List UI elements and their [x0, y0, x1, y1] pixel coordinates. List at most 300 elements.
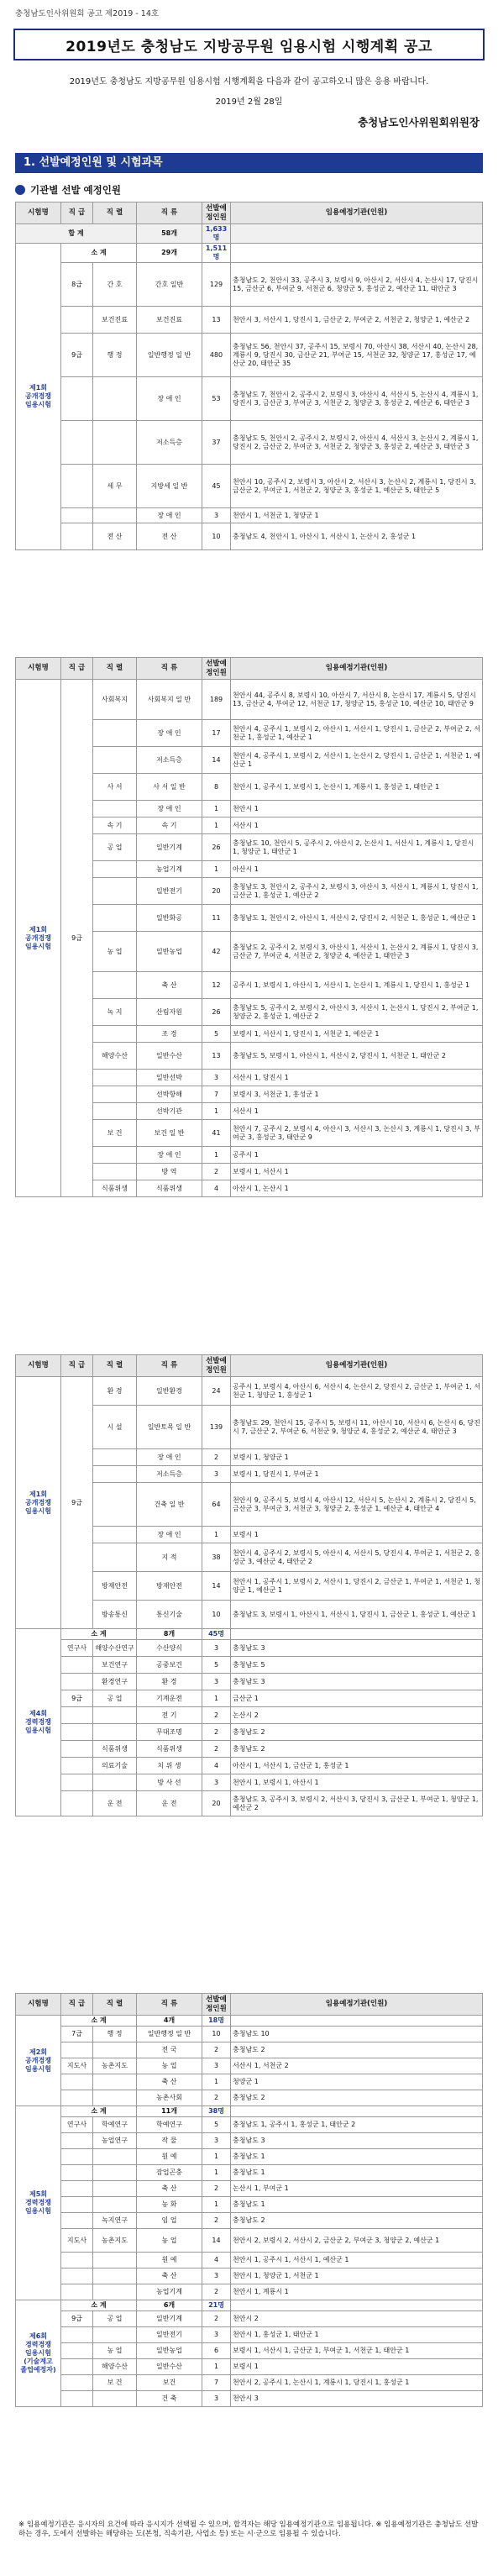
series-cell	[93, 2165, 137, 2181]
col-class: 직 류	[137, 202, 202, 224]
region-cell: 충청남도 2, 천안시 33, 공주시 3, 보령시 9, 아산시 2, 서산시 4, 논산시 17, 당진시 15, 금산군 6, 부여군 9, 서천군 6, 청양군 5, 홍성군 2, 예산군 11, 태안군 3	[231, 263, 483, 307]
count-cell: 26	[202, 999, 231, 1026]
count-cell: 2	[202, 2284, 231, 2300]
grade-cell: 지도사	[61, 2229, 93, 2253]
count-cell: 26	[202, 834, 231, 861]
subtotal-label: 소 계	[61, 2106, 137, 2117]
region-cell: 공주시 1	[231, 1147, 483, 1164]
grade-cell	[61, 2375, 93, 2391]
grade-cell	[61, 421, 93, 465]
table-row	[16, 1774, 483, 1791]
region-cell: 충청남도 1	[231, 2149, 483, 2165]
table-row	[16, 1690, 483, 1707]
class-cell: 축 산	[137, 972, 202, 999]
region-cell: 충청남도 3	[231, 2133, 483, 2149]
intro-text: 2019년도 충청남도 지방공무원 임용시험 시행계획을 다음과 같이 공고하오니 많은 응용 바랍니다.	[69, 77, 429, 87]
col-count: 선발예정인원	[202, 1355, 231, 1377]
grade-cell: 9급	[61, 1690, 93, 1707]
grade-cell	[61, 2343, 93, 2359]
col-region: 임용예정기관(인원)	[231, 1355, 483, 1377]
series-cell: 세 무	[93, 465, 137, 508]
table-row	[16, 2042, 483, 2058]
series-cell: 공 업	[93, 1690, 137, 1707]
series-cell	[93, 747, 137, 774]
region-cell: 충청남도 5, 천안시 2, 공주시 2, 보령시 2, 아산시 4, 서산시 3, 논산시 2, 계룡시 1, 당진시 2, 금산군 2, 부여군 3, 서천군 2, 청양군 3, 홍성군 2, 예산군 3, 태안군 3	[231, 421, 483, 465]
series-cell: 행 정	[93, 2027, 137, 2042]
class-cell: 전 산	[137, 523, 202, 550]
grade-cell: 9급	[61, 1377, 93, 1629]
table-row	[16, 1657, 483, 1674]
count-cell: 5	[202, 1026, 231, 1043]
series-cell	[93, 1449, 137, 1466]
series-cell	[93, 1147, 137, 1164]
series-cell: 전 산	[93, 523, 137, 550]
subsection-label: 기관별 선발 예정인원	[30, 184, 121, 196]
series-cell	[93, 2197, 137, 2213]
grade-cell	[61, 1758, 93, 1774]
count-cell: 13	[202, 307, 231, 334]
region-cell: 천안시 4, 공주시 1, 보령시 2, 아산시 1, 서산시 1, 당진시 1, 금산군 2, 부여군 2, 서천군 1, 홍성군 1, 예산군 1	[231, 720, 483, 747]
series-cell	[93, 861, 137, 878]
class-cell: 일반행정 일 반	[137, 2027, 202, 2042]
class-cell: 식품위생	[137, 1741, 202, 1758]
subtotal-row	[16, 2106, 483, 2117]
subtotal-count: 45명	[202, 1629, 231, 1640]
section-heading: 1. 선발예정인원 및 시험과목	[15, 153, 483, 173]
region-cell: 충청남도 2, 공주시 2, 보령시 3, 아산시 1, 서산시 1, 논산시 2, 계룡시 1, 당진시 3, 금산군 7, 부여군 4, 서천군 2, 청양군 4, 예산군 1, 태안군 3	[231, 932, 483, 972]
table-row	[16, 465, 483, 508]
count-cell: 4	[202, 2253, 231, 2268]
region-cell: 아산시 1, 논산시 1	[231, 1180, 483, 1197]
exam-name: 제6회 경력경쟁 임용시험 (기술계고 졸업예정자)	[16, 2300, 61, 2407]
table-row	[16, 1758, 483, 1774]
count-cell: 7	[202, 2375, 231, 2391]
series-cell: 행 정	[93, 334, 137, 377]
title-box	[13, 29, 485, 60]
col-exam: 시험명	[16, 1994, 61, 2016]
class-cell: 작 물	[137, 2133, 202, 2149]
col-grade: 직 급	[61, 1355, 93, 1377]
grade-cell: 9급	[61, 2311, 93, 2327]
subtotal-count: 1,511명	[202, 244, 231, 263]
region-cell: 천안시 9, 공주시 5, 보령시 4, 아산시 12, 서산시 5, 논산시 2, 계룡시 2, 당진시 5, 금산군 3, 부여군 3, 서천군 3, 청양군 2, 홍성군 1, 예산군 4, 태안군 4	[231, 1483, 483, 1527]
table-row	[16, 2359, 483, 2375]
region-cell: 충청남도 7, 천안시 2, 공주시 2, 보령시 3, 아산시 4, 서산시 5, 논산시 4, 계룡시 1, 당진시 3, 금산군 3, 부여군 3, 서천군 2, 청양군 3, 홍성군 2, 예산군 6, 태안군 3	[231, 377, 483, 421]
table-row	[16, 2027, 483, 2042]
subtotal-region	[231, 1629, 483, 1640]
series-cell	[93, 2074, 137, 2090]
count-cell: 189	[202, 680, 231, 720]
grade-cell	[61, 1657, 93, 1674]
count-cell: 24	[202, 1377, 231, 1406]
class-cell: 농 화	[137, 2197, 202, 2213]
region-cell: 천안시 3, 서산시 1, 당진시 1, 금산군 2, 부여군 2, 서천군 2, 청양군 1, 예산군 2	[231, 307, 483, 334]
table-row	[16, 2181, 483, 2197]
subtotal-row	[16, 2016, 483, 2027]
region-cell: 천안시 1, 홍성군 1, 태안군 1	[231, 2327, 483, 2343]
exam-name: 제1회 공개경쟁 임용시험	[16, 1377, 61, 1629]
subtotal-region	[231, 2300, 483, 2311]
count-cell: 2	[202, 1164, 231, 1180]
count-cell: 3	[202, 1640, 231, 1657]
exam-name: 제4회 경력경쟁 임용시험	[16, 1629, 61, 1816]
class-cell: 학예연구	[137, 2117, 202, 2133]
grade-cell	[61, 1707, 93, 1724]
grade-cell	[61, 2213, 93, 2229]
count-cell: 2	[202, 2213, 231, 2229]
count-cell: 5	[202, 2117, 231, 2133]
total-sum: 58개	[137, 224, 202, 244]
grade-cell: 지도사	[61, 2058, 93, 2074]
grade-cell	[61, 307, 93, 334]
grade-cell	[61, 2284, 93, 2300]
count-cell: 20	[202, 1791, 231, 1816]
table-row	[16, 2165, 483, 2181]
count-cell: 10	[202, 1601, 231, 1629]
series-cell: 해양수산	[93, 2359, 137, 2375]
region-cell: 충청남도 3, 천안시 2, 공주시 2, 보령시 3, 아산시 3, 서산시 1, 계룡시 1, 당진시 1, 금산군 1, 홍성군 1, 예산군 2	[231, 878, 483, 905]
grade-cell: 8급	[61, 263, 93, 307]
grade-cell	[61, 2391, 93, 2407]
count-cell: 1	[202, 2149, 231, 2165]
class-cell: 원 예	[137, 2149, 202, 2165]
subtotal-label: 소 계	[61, 2016, 137, 2027]
region-cell: 보령시 1, 서산시 1, 당진시 1, 서천군 1, 예산군 1	[231, 1026, 483, 1043]
series-cell	[93, 720, 137, 747]
region-cell: 보령시 1, 서산시 1	[231, 1164, 483, 1180]
region-cell: 충청남도 4, 천안시 1, 아산시 1, 서산시 1, 논산시 2, 홍성군 1	[231, 523, 483, 550]
subtotal-label: 소 계	[61, 244, 137, 263]
series-cell: 녹 지	[93, 999, 137, 1026]
series-cell: 방재안전	[93, 1572, 137, 1601]
region-cell: 충청남도 3	[231, 1674, 483, 1690]
series-cell	[93, 421, 137, 465]
grade-cell	[61, 2090, 93, 2106]
region-cell: 천안시 1, 공주시 1, 보령시 1, 논산시 1, 계룡시 1, 홍성군 1, 태안군 1	[231, 774, 483, 801]
count-cell: 2	[202, 2311, 231, 2327]
class-cell: 일반기계	[137, 834, 202, 861]
series-cell: 농 업	[93, 2343, 137, 2359]
grade-cell	[61, 2149, 93, 2165]
table-row	[16, 2391, 483, 2407]
class-cell: 운 전	[137, 1791, 202, 1816]
class-cell: 방재안전	[137, 1572, 202, 1601]
region-cell: 충청남도 2	[231, 1741, 483, 1758]
class-cell: 일반화공	[137, 905, 202, 932]
grade-cell	[61, 1791, 93, 1816]
col-grade: 직 급	[61, 1994, 93, 2016]
series-cell	[93, 377, 137, 421]
region-cell: 충청남도 56, 천안시 37, 공주시 15, 보령시 70, 아산시 38, 서산시 40, 논산시 28, 계룡시 9, 당진시 30, 금산군 21, 부여군 15, 서천군 32, 청양군 17, 홍성군 17, 예산군 20, 태안군 35	[231, 334, 483, 377]
class-cell: 저소득층	[137, 747, 202, 774]
quota-table-3	[15, 1354, 483, 1816]
class-cell: 농 업	[137, 2058, 202, 2074]
count-cell: 42	[202, 932, 231, 972]
series-cell: 방송통신	[93, 1601, 137, 1629]
exam-name: 제5회 경력경쟁 임용시험	[16, 2106, 61, 2300]
subtotal-label: 소 계	[61, 2300, 137, 2311]
grade-cell: 9급	[61, 334, 93, 377]
region-cell: 보령시 1	[231, 2359, 483, 2375]
col-series: 직 렬	[93, 1355, 137, 1377]
table-row	[16, 334, 483, 377]
table-row	[16, 307, 483, 334]
grade-cell	[61, 377, 93, 421]
footnote: ※ 임용예정기관은 응시자의 요건에 따라 응시지가 선택될 수 있으며, 합격자는 해당 임용예정기관으로 임용됩니다. ※ 임용예정기관은 충청남도 선발하는 경우, 도에서 선발하는 해당하는 도(본청, 직속기관, 사업소 등) 또는 시·군으로 임용될 수 있습니다.	[18, 2521, 479, 2539]
region-cell: 천안시 7, 공주시 2, 보령시 4, 아산시 3, 서산시 3, 논산시 3, 계룡시 1, 당진시 3, 부여군 3, 홍성군 3, 태안군 9	[231, 1120, 483, 1147]
region-cell: 충청남도 5	[231, 1657, 483, 1674]
table-row	[16, 2133, 483, 2149]
count-cell: 41	[202, 1120, 231, 1147]
count-cell: 14	[202, 1572, 231, 1601]
count-cell: 1	[202, 861, 231, 878]
table-row	[16, 2213, 483, 2229]
subtotal-count: 18명	[202, 2016, 231, 2027]
series-cell	[93, 1707, 137, 1724]
class-cell: 농업기계	[137, 2284, 202, 2300]
series-cell: 농촌지도	[93, 2229, 137, 2253]
region-cell: 천안시 4, 공주시 1, 보령시 2, 서산시 1, 논산시 2, 당진시 1, 금산군 1, 서천군 1, 예산군 1	[231, 747, 483, 774]
subtotal-region	[231, 2016, 483, 2027]
class-cell: 속 기	[137, 817, 202, 834]
region-cell: 충청남도 2	[231, 2213, 483, 2229]
class-cell: 사회복지 일 반	[137, 680, 202, 720]
count-cell: 3	[202, 2133, 231, 2149]
class-cell: 장 애 인	[137, 508, 202, 523]
series-cell: 환경연구	[93, 1674, 137, 1690]
col-series: 직 렬	[93, 202, 137, 224]
class-cell: 일반기계	[137, 2311, 202, 2327]
series-cell	[93, 2268, 137, 2284]
class-cell: 전 국	[137, 2042, 202, 2058]
class-cell: 지 적	[137, 1543, 202, 1572]
class-cell: 지방세 일 반	[137, 465, 202, 508]
count-cell: 14	[202, 2229, 231, 2253]
class-cell: 일반농업	[137, 2343, 202, 2359]
class-cell: 일반수산	[137, 2359, 202, 2375]
series-cell: 공 업	[93, 2311, 137, 2327]
col-class: 직 류	[137, 658, 202, 680]
region-cell: 천안시 1	[231, 801, 483, 817]
series-cell: 보건연구	[93, 1657, 137, 1674]
series-cell	[93, 2253, 137, 2268]
count-cell: 10	[202, 2027, 231, 2042]
subtotal-row	[16, 244, 483, 263]
table-row	[16, 2058, 483, 2074]
quota-table-1	[15, 202, 483, 550]
class-cell: 일반수산	[137, 1043, 202, 1070]
class-cell: 저소득층	[137, 421, 202, 465]
region-cell: 충청남도 3	[231, 1640, 483, 1657]
count-cell: 3	[202, 2268, 231, 2284]
series-cell	[93, 1026, 137, 1043]
region-cell: 보령시 1, 당진시 1, 부여군 1	[231, 1466, 483, 1483]
subtotal-region	[231, 244, 483, 263]
class-cell: 임 업	[137, 2213, 202, 2229]
table-row	[16, 1674, 483, 1690]
count-cell: 1	[202, 2359, 231, 2375]
col-exam: 시험명	[16, 1355, 61, 1377]
count-cell: 1	[202, 1103, 231, 1120]
table-row	[16, 1707, 483, 1724]
count-cell: 13	[202, 1043, 231, 1070]
grade-cell	[61, 2042, 93, 2058]
series-cell	[93, 1724, 137, 1741]
series-cell	[93, 1527, 137, 1543]
table-row	[16, 2074, 483, 2090]
region-cell: 충청남도 1, 공주시 1, 홍성군 1, 태안군 2	[231, 2117, 483, 2133]
series-cell	[93, 1086, 137, 1103]
series-cell	[93, 2391, 137, 2407]
region-cell: 충청남도 5, 보령시 1, 아산시 1, 서산시 2, 당진시 1, 서천군 1, 태안군 2	[231, 1043, 483, 1070]
subtotal-sum: 11개	[137, 2106, 202, 2117]
class-cell: 공중보건	[137, 1657, 202, 1674]
grade-cell: 연구사	[61, 2117, 93, 2133]
grade-cell	[61, 1674, 93, 1690]
col-class: 직 류	[137, 1994, 202, 2016]
table-row	[16, 2149, 483, 2165]
grade-cell	[61, 2359, 93, 2375]
region-cell: 천안시 2, 공주시 1, 논산시 1, 계룡시 1, 당진시 1, 홍성군 1	[231, 2375, 483, 2391]
region-cell: 서산시 1	[231, 1103, 483, 1120]
table-row	[16, 2253, 483, 2268]
count-cell: 3	[202, 2327, 231, 2343]
count-cell: 17	[202, 720, 231, 747]
region-cell: 청양군 1	[231, 2074, 483, 2090]
class-cell: 축 산	[137, 2074, 202, 2090]
region-cell: 공주시 1, 보령시 4, 아산시 6, 서산시 4, 논산시 2, 당진시 2, 금산군 1, 부여군 1, 서천군 1, 청양군 1, 홍성군 1	[231, 1377, 483, 1406]
count-cell: 2	[202, 2042, 231, 2058]
class-cell: 전 기	[137, 1707, 202, 1724]
series-cell	[93, 508, 137, 523]
subtotal-count: 21명	[202, 2300, 231, 2311]
class-cell: 축 산	[137, 2268, 202, 2284]
class-cell: 일반농업	[137, 932, 202, 972]
exam-name: 제2회 공개경쟁 임용시험	[16, 2016, 61, 2106]
count-cell: 129	[202, 263, 231, 307]
class-cell: 통신기술	[137, 1601, 202, 1629]
region-cell: 충청남도 10, 천안시 5, 공주시 2, 아산시 2, 논산시 1, 서산시 1, 계룡시 1, 당진시 1, 청양군 1, 태안군 1	[231, 834, 483, 861]
class-cell: 장 애 인	[137, 801, 202, 817]
grade-cell: 7급	[61, 2027, 93, 2042]
count-cell: 3	[202, 2058, 231, 2074]
count-cell: 7	[202, 1086, 231, 1103]
grade-cell	[61, 523, 93, 550]
region-cell: 보령시 3, 서천군 1, 홍성군 1	[231, 1086, 483, 1103]
col-exam: 시험명	[16, 202, 61, 224]
region-cell: 천안시 3	[231, 2391, 483, 2407]
grade-cell	[61, 508, 93, 523]
class-cell: 장 애 인	[137, 377, 202, 421]
region-cell: 충청남도 29, 천안시 15, 공주시 5, 보령시 11, 아산시 10, 서산시 6, 논산시 6, 당진시 7, 금산군 2, 부여군 6, 서천군 9, 청양군 4, 홍성군 2, 예산군 4, 태안군 3	[231, 1406, 483, 1449]
table-row	[16, 680, 483, 720]
count-cell: 37	[202, 421, 231, 465]
page-title: 2019년도 충청남도 지방공무원 임용시험 시행계획 공고	[66, 38, 432, 55]
grade-cell	[61, 2074, 93, 2090]
region-cell: 금산군 1	[231, 1690, 483, 1707]
region-cell: 천안시 1, 서천군 1, 청양군 1	[231, 508, 483, 523]
series-cell: 보 건	[93, 1120, 137, 1147]
region-cell: 충청남도 1	[231, 2165, 483, 2181]
col-grade: 직 급	[61, 202, 93, 224]
series-cell: 의료기술	[93, 1758, 137, 1774]
region-cell: 보령시 1, 서산시 1, 금산군 1, 부여군 1, 서천군 1, 태안군 1	[231, 2343, 483, 2359]
class-cell: 사 서 일 반	[137, 774, 202, 801]
class-cell: 농 업	[137, 2229, 202, 2253]
class-cell: 식품위생	[137, 1180, 202, 1197]
class-cell: 일반토목 일 반	[137, 1406, 202, 1449]
region-cell: 천안시 44, 공주시 8, 보령시 10, 아산시 7, 서산시 8, 논산시 17, 계룡시 5, 당진시 13, 금산군 4, 부여군 12, 서천군 17, 청양군 15, 홍성군 10, 예산군 10, 태안군 9	[231, 680, 483, 720]
region-cell: 서산시 1, 당진시 1	[231, 1070, 483, 1086]
class-cell: 간호 일반	[137, 263, 202, 307]
series-cell: 해양수산연구	[93, 1640, 137, 1657]
class-cell: 일반행정 일 반	[137, 334, 202, 377]
series-cell	[93, 2181, 137, 2197]
grade-cell: 9급	[61, 680, 93, 1197]
series-cell: 간 호	[93, 263, 137, 307]
region-cell: 천안시 1, 공주시 1, 서산시 1, 예산군 1	[231, 2253, 483, 2268]
subtotal-count: 38명	[202, 2106, 231, 2117]
table-row	[16, 2117, 483, 2133]
series-cell	[93, 1070, 137, 1086]
subtotal-row	[16, 2300, 483, 2311]
grade-cell	[61, 2268, 93, 2284]
grade-cell	[61, 2253, 93, 2268]
region-cell: 천안시 1, 보령시 1, 아산시 1	[231, 1774, 483, 1791]
table-row	[16, 1741, 483, 1758]
series-cell: 속 기	[93, 817, 137, 834]
series-cell	[93, 1466, 137, 1483]
count-cell: 64	[202, 1483, 231, 1527]
region-cell: 아산시 1, 서산시 1, 금산군 1, 홍성군 1	[231, 1758, 483, 1774]
series-cell	[93, 1774, 137, 1791]
exam-name: 제1회 공개경쟁 임용시험	[16, 244, 61, 550]
col-class: 직 류	[137, 1355, 202, 1377]
count-cell: 3	[202, 1674, 231, 1690]
count-cell: 45	[202, 465, 231, 508]
class-cell: 축 산	[137, 2181, 202, 2197]
series-cell	[93, 2090, 137, 2106]
grade-cell	[61, 2133, 93, 2149]
series-cell: 공 업	[93, 834, 137, 861]
class-cell: 일반전기	[137, 2327, 202, 2343]
series-cell	[93, 2327, 137, 2343]
count-cell: 2	[202, 1724, 231, 1741]
count-cell: 480	[202, 334, 231, 377]
region-cell: 천안시 1, 계룡시 1	[231, 2284, 483, 2300]
quota-table-4	[15, 1993, 483, 2407]
series-cell: 식품위생	[93, 1741, 137, 1758]
region-cell: 천안시 2, 보령시 2, 서산시 2, 금산군 2, 부여군 3, 청양군 2, 예산군 1	[231, 2229, 483, 2253]
col-region: 임용예정기관(인원)	[231, 202, 483, 224]
table-row	[16, 1640, 483, 1657]
table-row	[16, 1791, 483, 1816]
grade-cell	[61, 2327, 93, 2343]
series-cell: 환 경	[93, 1377, 137, 1406]
count-cell: 1	[202, 2165, 231, 2181]
table-row	[16, 2327, 483, 2343]
series-cell: 사 서	[93, 774, 137, 801]
class-cell: 보건	[137, 2375, 202, 2391]
count-cell: 2	[202, 1741, 231, 1758]
table-row	[16, 2311, 483, 2327]
region-cell: 서산시 1, 서천군 2	[231, 2058, 483, 2074]
class-cell: 장 애 인	[137, 720, 202, 747]
count-cell: 11	[202, 905, 231, 932]
notice-number: 충청남도인사위원회 공고 제2019 - 14호	[15, 9, 160, 18]
col-region: 임용예정기관(인원)	[231, 1994, 483, 2016]
region-cell: 충청남도 3, 보령시 1, 아산시 1, 서산시 1, 당진시 1, 금산군 1, 홍성군 1, 예산군 1	[231, 1601, 483, 1629]
